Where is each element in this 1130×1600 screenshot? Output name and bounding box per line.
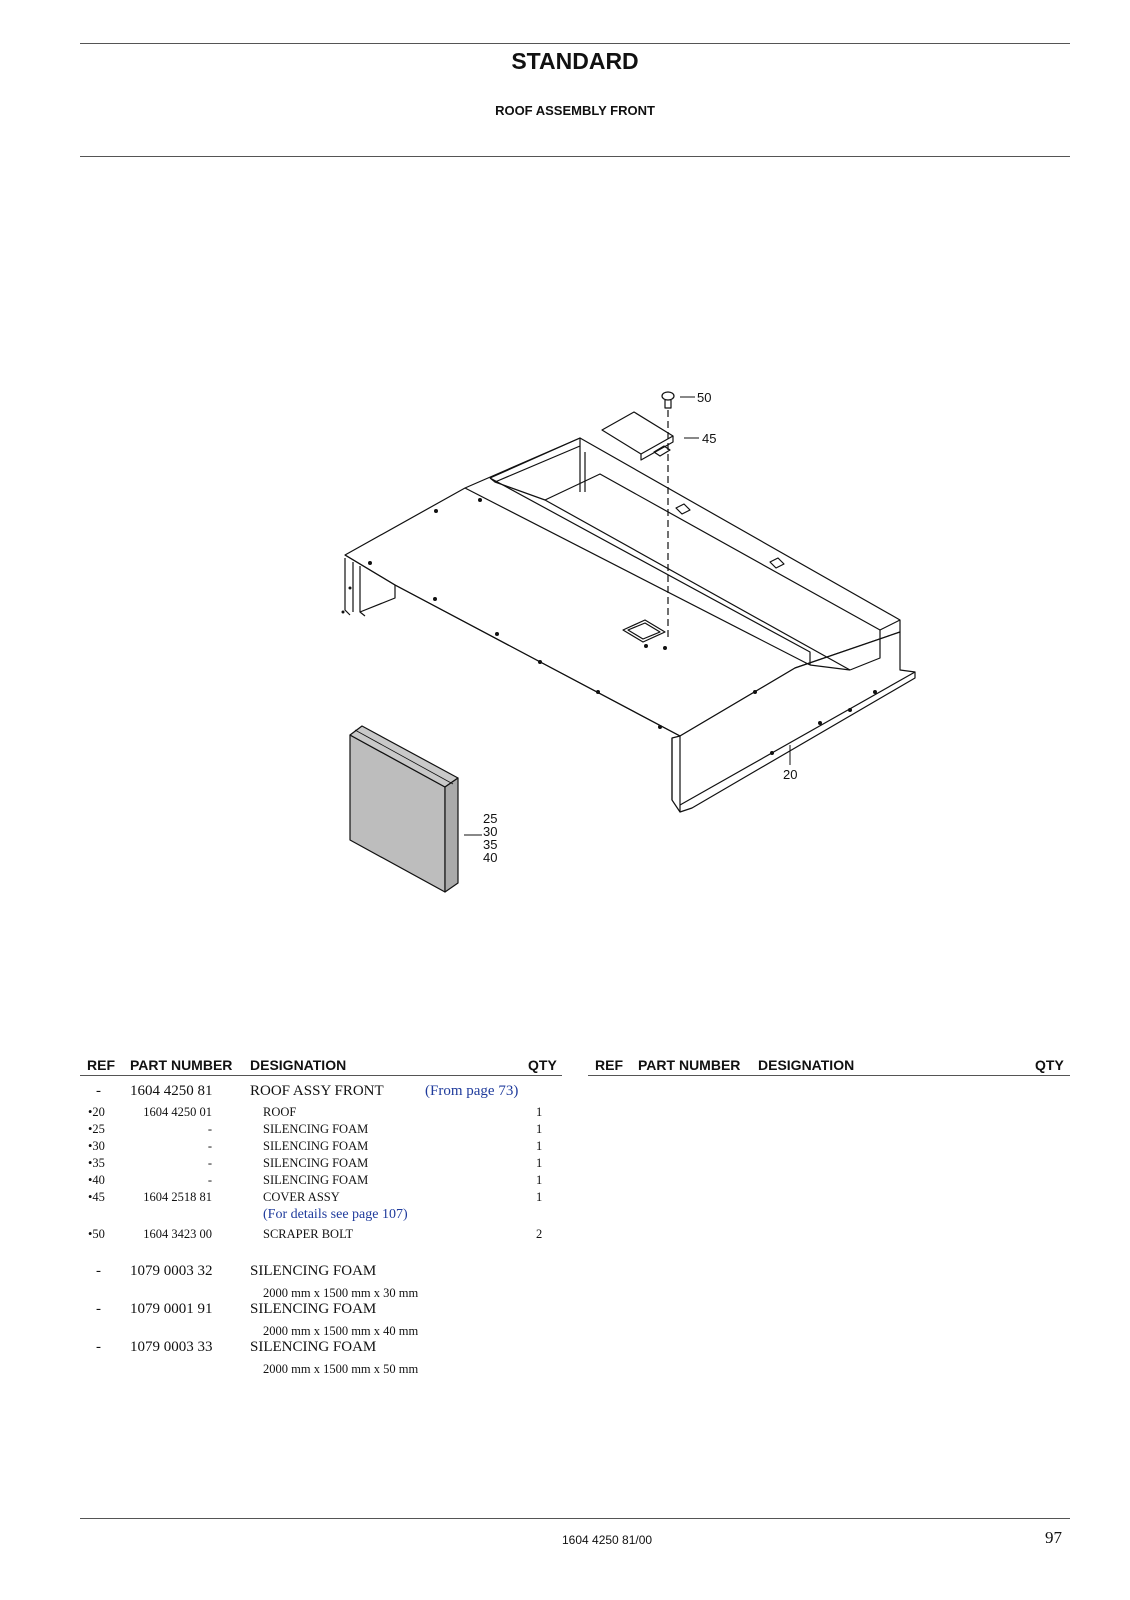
callout-40: 40	[483, 850, 498, 865]
col-header-part-number-right: PART NUMBER	[638, 1057, 741, 1073]
row-designation: SILENCING FOAM	[263, 1173, 369, 1187]
scraper-bolt-drawing	[662, 392, 674, 408]
row-qty: 1	[536, 1139, 543, 1153]
extra-dimensions: 2000 mm x 1500 mm x 30 mm	[263, 1286, 419, 1300]
col-header-ref: REF	[87, 1057, 115, 1073]
extra-dimensions: 2000 mm x 1500 mm x 50 mm	[263, 1362, 419, 1376]
row-part-number: 1604 4250 01	[143, 1105, 212, 1119]
main-ref: -	[96, 1083, 101, 1099]
row-designation: SILENCING FOAM	[263, 1122, 369, 1136]
row-part-number: -	[207, 1122, 212, 1136]
right-header-rule	[588, 1075, 1070, 1076]
row-ref: •45	[88, 1190, 105, 1204]
header-bottom-rule	[80, 156, 1070, 157]
row-designation: SCRAPER BOLT	[263, 1227, 354, 1241]
roof-drawing	[342, 438, 916, 812]
callout-25: 25	[483, 811, 498, 826]
silencing-foam-drawing	[350, 726, 458, 892]
col-header-qty-right: QTY	[1035, 1057, 1064, 1073]
row-qty: 1	[536, 1122, 543, 1136]
main-part-number: 1604 4250 81	[130, 1083, 213, 1099]
row-designation: ROOF	[263, 1105, 297, 1119]
row-ref: •30	[88, 1139, 105, 1153]
page-number: 97	[1045, 1528, 1062, 1547]
extra-designation: SILENCING FOAM	[250, 1301, 377, 1317]
callout-50: 50	[697, 390, 712, 405]
row-qty: 1	[536, 1173, 543, 1187]
row-designation: COVER ASSY	[263, 1190, 340, 1204]
row-qty: 1	[536, 1156, 543, 1170]
extra-part-number: 1079 0001 91	[130, 1301, 213, 1317]
col-header-part-number: PART NUMBER	[130, 1057, 233, 1073]
col-header-designation: DESIGNATION	[250, 1057, 347, 1073]
row-qty: 1	[536, 1190, 543, 1204]
top-rule	[80, 43, 1070, 44]
extra-designation: SILENCING FOAM	[250, 1339, 377, 1355]
footer-rule	[80, 1518, 1070, 1519]
from-page-link[interactable]: (From page 73)	[425, 1083, 519, 1099]
extra-ref: -	[96, 1301, 101, 1317]
document-number: 1604 4250 81/00	[562, 1533, 653, 1547]
extra-dimensions: 2000 mm x 1500 mm x 40 mm	[263, 1324, 419, 1338]
row-part-number: -	[207, 1173, 212, 1187]
row-ref: •20	[88, 1105, 105, 1119]
col-header-qty: QTY	[528, 1057, 557, 1073]
page-title: STANDARD	[511, 48, 639, 74]
row-designation: SILENCING FOAM	[263, 1139, 369, 1153]
callout-45: 45	[702, 431, 717, 446]
row-part-number: 1604 3423 00	[143, 1227, 212, 1241]
row-qty: 1	[536, 1105, 543, 1119]
left-header-rule	[80, 1075, 562, 1076]
row-ref: •25	[88, 1122, 105, 1136]
col-header-designation-right: DESIGNATION	[758, 1057, 855, 1073]
cover-assy-drawing	[602, 412, 673, 460]
extra-part-number: 1079 0003 33	[130, 1339, 213, 1355]
cover-details-link[interactable]: (For details see page 107)	[263, 1207, 408, 1222]
extra-ref: -	[96, 1339, 101, 1355]
row-ref: •50	[88, 1227, 105, 1241]
extra-ref: -	[96, 1263, 101, 1279]
row-ref: •35	[88, 1156, 105, 1170]
page-subtitle: ROOF ASSEMBLY FRONT	[495, 103, 655, 118]
row-part-number: 1604 2518 81	[143, 1190, 212, 1204]
callout-35: 35	[483, 837, 498, 852]
row-qty: 2	[536, 1227, 543, 1241]
callout-20: 20	[783, 767, 798, 782]
row-part-number: -	[207, 1139, 212, 1153]
row-part-number: -	[207, 1156, 212, 1170]
row-designation: SILENCING FOAM	[263, 1156, 369, 1170]
row-ref: •40	[88, 1173, 105, 1187]
extra-part-number: 1079 0003 32	[130, 1263, 213, 1279]
col-header-ref-right: REF	[595, 1057, 623, 1073]
roof-assembly-diagram	[0, 380, 1130, 920]
main-designation: ROOF ASSY FRONT	[250, 1083, 384, 1099]
callout-30: 30	[483, 824, 498, 839]
extra-designation: SILENCING FOAM	[250, 1263, 377, 1279]
